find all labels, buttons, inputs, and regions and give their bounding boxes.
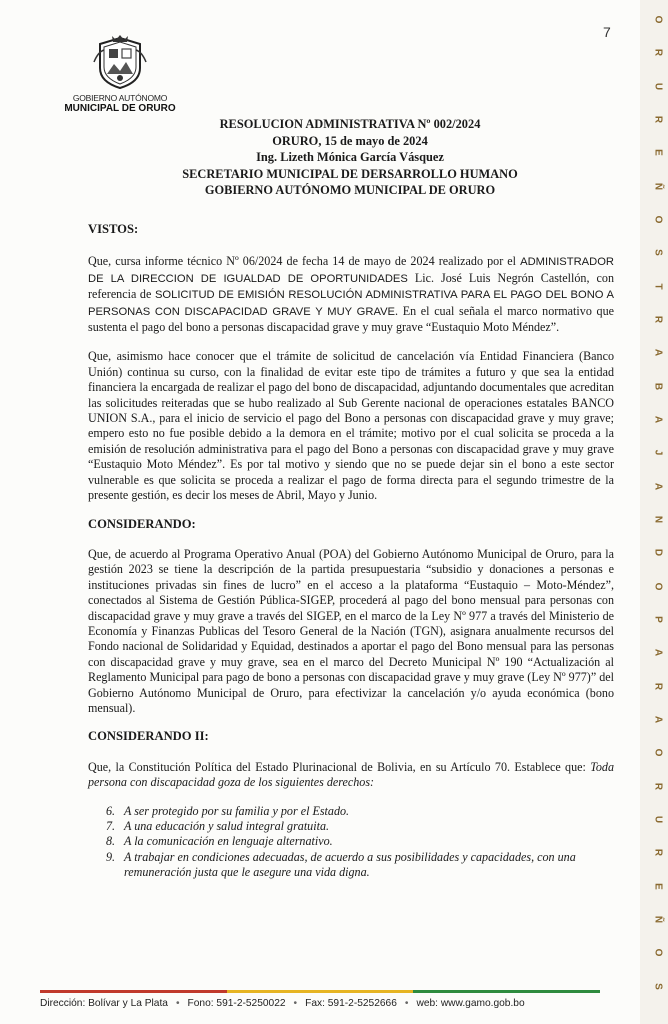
side-motto-letter: S bbox=[652, 982, 664, 990]
resolution-number: RESOLUCION ADMINISTRATIVA Nº 002/2024 bbox=[219, 117, 481, 131]
footer-bullet: • bbox=[404, 998, 409, 1009]
coat-of-arms-icon bbox=[92, 34, 148, 92]
side-motto-letter: N bbox=[652, 515, 664, 524]
institution-name: GOBIERNO AUTÓNOMO MUNICIPAL DE ORURO bbox=[204, 183, 496, 197]
side-motto-strip bbox=[648, 0, 668, 1024]
footer-color-segment bbox=[40, 990, 227, 993]
side-motto-letter: O bbox=[652, 748, 664, 757]
side-motto-letter: P bbox=[652, 616, 664, 623]
logo-line-2: MUNICIPAL DE ORURO bbox=[64, 103, 176, 114]
side-motto-letter: B bbox=[652, 382, 664, 390]
side-motto-letter: U bbox=[652, 815, 664, 824]
list-item-text: A ser protegido por su familia y por el Estado. bbox=[124, 803, 350, 818]
side-motto-letter: A bbox=[652, 349, 664, 357]
side-motto-letter: E bbox=[652, 882, 664, 890]
footer-web: web: www.gamo.gob.bo bbox=[416, 998, 525, 1009]
side-motto-letter: A bbox=[652, 649, 664, 657]
vistos-p1-a: Que, cursa informe técnico Nº 06/2024 de fecha 14 de mayo de 2024 realizado por el bbox=[88, 254, 517, 269]
side-motto-letter: O bbox=[652, 582, 664, 591]
side-motto-letter: R bbox=[652, 782, 664, 790]
vistos-paragraph-2: Que, asimismo hace conocer que el trámite de solicitud de cancelación vía Entidad Financiera (Banco Unión) continua su curso, con la finalidad de evitar este tipo de trámites a futuro y que sea la entidad financiera la encargada de realizar el pago del bono de discapacidad, adjuntando documentales que acreditan las solicitudes reiteradas que se hubo realizado al Sub Gerente nacional de operaciones estatales BANCO UNION S.A., para el inicio de servicio el pago del Bono a personas con discapacidad grave y muy grave; empero esto no fue posible debido a la demora en el trámite; motivo por el cual solicita se proceda a la emisión de resolución administrativa para el pago del Bono a personas con discapacidad grave y muy grave “Eustaquio Moto Méndez”. Es por tal motivo y siendo que no se puede dejar sin el bono a este sector vulnerable es que solicita se proceda a realizar el pago de forma directa para el segundo trimestre de la presente gestión, es decir los meses de Abril, Mayo y Junio. bbox=[88, 349, 614, 503]
side-motto-letter: R bbox=[652, 115, 664, 124]
side-motto-letter: R bbox=[652, 315, 664, 324]
municipal-logo bbox=[60, 34, 180, 114]
side-motto-letter: Ñ bbox=[652, 182, 664, 190]
side-motto-letter: U bbox=[652, 82, 664, 90]
vistos-p1-d: SOLICITUD DE EMISIÓN RESOLUCIÓN ADMINISTRATIVA PARA EL PAGO DEL BONO A PERSONAS CON DISCAPACIDAD GRAVE Y MUY GRAVE bbox=[88, 289, 614, 318]
side-motto-letter: A bbox=[652, 415, 664, 424]
side-motto-letter: E bbox=[652, 149, 664, 157]
list-item-text: A una educación y salud integral gratuita. bbox=[124, 819, 330, 833]
side-motto-letter: S bbox=[652, 249, 664, 257]
side-motto-letter: A bbox=[652, 715, 664, 724]
footer-phone: Fono: 591-2-5250022 bbox=[187, 998, 286, 1009]
side-motto-letter: J bbox=[652, 450, 664, 456]
section-heading-considerando-ii: CONSIDERANDO II: bbox=[88, 729, 209, 744]
list-item-text: A la comunicación en lenguaje alternativo. bbox=[124, 834, 333, 849]
vistos-p1-b: ADMINISTRADOR DE LA DIRECCION DE IGUALDAD DE OPORTUNIDADES bbox=[88, 256, 614, 285]
footer-contact bbox=[40, 998, 600, 1009]
side-motto-letter: O bbox=[652, 15, 664, 24]
list-item bbox=[106, 804, 614, 819]
list-item-number: 9. bbox=[106, 849, 116, 864]
side-motto-letter: O bbox=[652, 948, 664, 957]
footer-color-rule bbox=[40, 990, 600, 993]
list-item-number: 7. bbox=[106, 819, 116, 833]
vistos-p1-c: Lic. José Luis Negrón Castellón, con referencia de bbox=[88, 270, 614, 302]
side-motto-letter: R bbox=[652, 49, 664, 57]
side-motto-letter: A bbox=[652, 482, 664, 490]
footer-bullet: • bbox=[293, 998, 298, 1009]
section-heading-vistos: VISTOS: bbox=[88, 222, 139, 236]
list-item bbox=[106, 819, 614, 834]
signatory-title: SECRETARIO MUNICIPAL DE DERSARROLLO HUMANO bbox=[182, 166, 518, 181]
list-item-number: 6. bbox=[106, 803, 116, 818]
considerando-ii-p1-b: Toda persona con discapacidad goza de los siguientes derechos: bbox=[88, 759, 614, 790]
side-motto-letter: T bbox=[652, 283, 664, 290]
list-item-text: A trabajar en condiciones adecuadas, de acuerdo a sus posibilidades y capacidades, con una remuneración justa que le asegure una vida digna. bbox=[124, 849, 576, 880]
side-motto-letter: Ñ bbox=[652, 915, 664, 924]
vistos-p1-e: . En el cual señala el marco normativo que sustenta el pago del bono a personas discapacidad grave y muy grave “Eustaquio Moto Méndez”. bbox=[88, 303, 614, 335]
footer-color-segment bbox=[227, 990, 414, 993]
list-item bbox=[106, 834, 614, 849]
resolution-header bbox=[150, 116, 550, 199]
vistos-paragraph-1 bbox=[88, 254, 614, 335]
page-number: 7 bbox=[603, 24, 611, 40]
document-body bbox=[88, 222, 614, 881]
rights-list bbox=[88, 804, 614, 881]
resolution-date: ORURO, 15 de mayo de 2024 bbox=[272, 133, 428, 148]
signatory-name: Ing. Lizeth Mónica García Vásquez bbox=[256, 150, 444, 164]
side-motto-letter: D bbox=[652, 549, 664, 557]
footer-bullet: • bbox=[175, 998, 180, 1009]
considerando-ii-paragraph-1 bbox=[88, 760, 614, 791]
logo-line-1: GOBIERNO AUTÓNOMO bbox=[72, 93, 168, 103]
side-motto-letter: R bbox=[652, 849, 664, 857]
footer-address: Dirección: Bolívar y La Plata bbox=[40, 998, 168, 1009]
footer-fax: Fax: 591-2-5252666 bbox=[305, 998, 397, 1009]
side-motto-letter: O bbox=[652, 215, 664, 224]
considerando-ii-p1-a: Que, la Constitución Política del Estado Plurinacional de Bolivia, en su Artículo 70. Establece que: bbox=[88, 759, 591, 774]
side-motto-letter: R bbox=[652, 682, 664, 690]
list-item bbox=[106, 850, 614, 881]
considerando-paragraph-1: Que, de acuerdo al Programa Operativo Anual (POA) del Gobierno Autónomo Municipal de Oruro, para la gestión 2023 se tiene la descripción de la partida presupuestaria “subsidio y donaciones a personas e instituciones privadas sin fines de lucro” en el acceso a la plataforma “Eustaquio – Moto-Méndez”, conectados al Sistema de Gestión Pública-SIGEP, procederá al pago del bono mensual para personas con discapacidad grave y muy grave a través del SIGEP, en el marco de la Ley Nº 977 a través del Ministerio de Economía y Finanzas Publicas del Tesoro General de la Nación (TGN), asignara anualmente recursos del Fondo nacional de Solidaridad y Equidad, destinados a aportar el pago del Bono mensual para las personas con discapacidad grave y muy grave, sea en el marco del Decreto Municipal Nº 190 “Actualización al Reglamento Municipal para pago de bono a personas con discapacidad grave y muy grave (Ley Nº 977)” del Gobierno Autónomo Municipal de Oruro, para efectivizar la cancelación y/o ayuda económica (bono mensual). bbox=[88, 546, 614, 715]
footer-color-segment bbox=[413, 990, 600, 993]
list-item-number: 8. bbox=[106, 834, 116, 849]
section-heading-considerando: CONSIDERANDO: bbox=[88, 516, 196, 531]
